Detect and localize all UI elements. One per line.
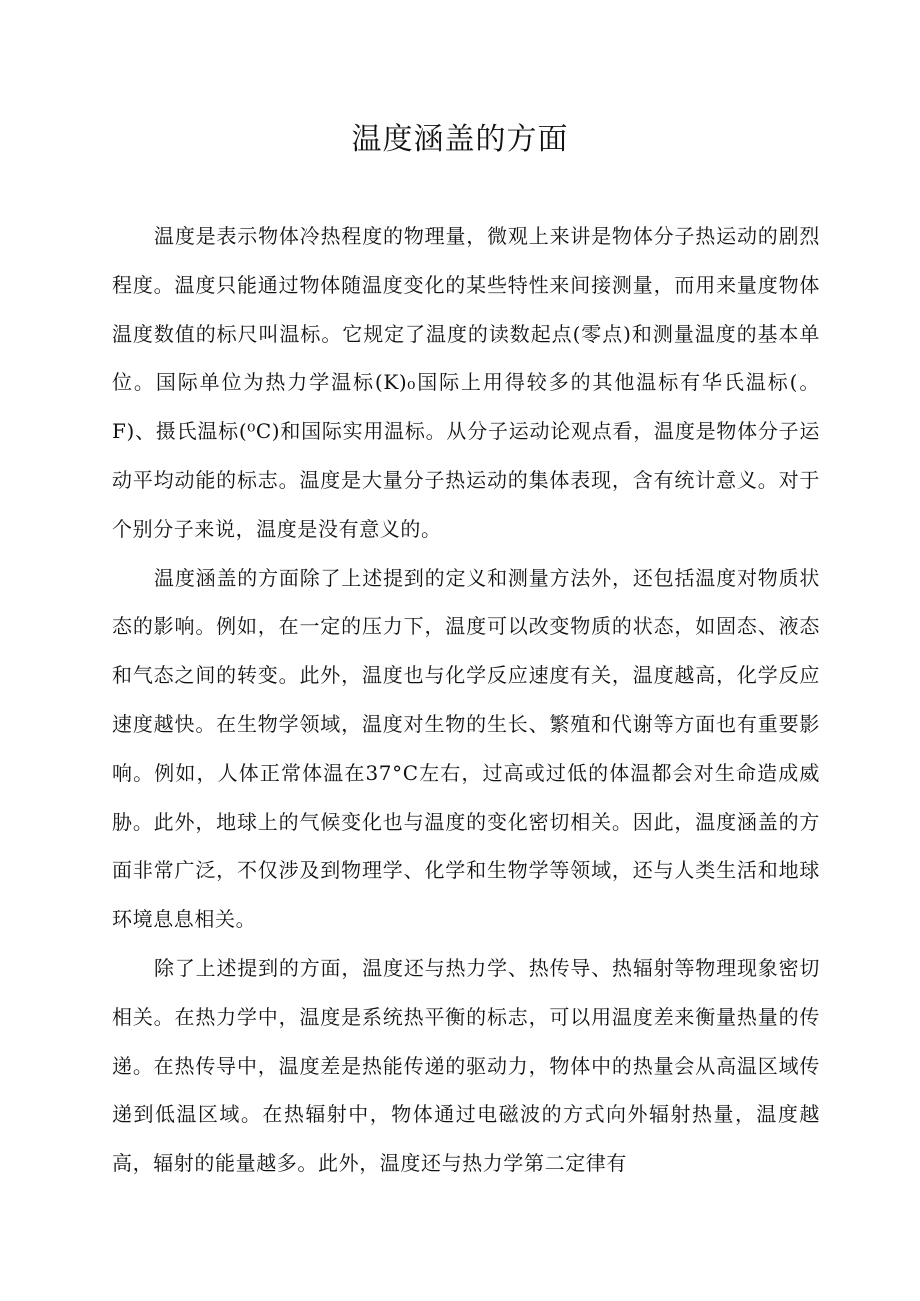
paragraph-2: 温度涵盖的方面除了上述提到的定义和测量方法外，还包括温度对物质状态的影响。例如，在一定的压力下，温度可以改变物质的状态，如固态、液态和气态之间的转变。此外，温度也与化学反应速度有关，温度越高，化学反应速度越快。在生物学领域，温度对生物的生长、繁殖和代谢等方面也有重要影响。例如，人体正常体温在37°C左右，过高或过低的体温都会对生命造成威胁。此外，地球上的气候变化也与温度的变化密切相关。因此，温度涵盖的方面非常广泛，不仅涉及到物理学、化学和生物学等领域，还与人类生活和地球环境息息相关。 — [112, 565, 820, 932]
paragraph-1: 温度是表示物体冷热程度的物理量，微观上来讲是物体分子热运动的剧烈程度。温度只能通过物体随温度变化的某些特性来间接测量，而用来量度物体温度数值的标尺叫温标。它规定了温度的读数起点(零点)和测量温度的基本单位。国际单位为热力学温标(K)₀国际上用得较多的其他温标有华氏温标(。F)、摄氏温标(⁰C)和国际实用温标。从分子运动论观点看，温度是物体分子运动平均动能的标志。温度是大量分子热运动的集体表现，含有统计意义。对于个别分子来说，温度是没有意义的。 — [112, 224, 820, 541]
paragraph-3: 除了上述提到的方面，温度还与热力学、热传导、热辐射等物理现象密切相关。在热力学中，温度是系统热平衡的标志，可以用温度差来衡量热量的传递。在热传导中，温度差是热能传递的驱动力，物体中的热量会从高温区域传递到低温区域。在热辐射中，物体通过电磁波的方式向外辐射热量，温度越高，辐射的能量越多。此外，温度还与热力学第二定律有 — [112, 955, 820, 1176]
document-title: 温度涵盖的方面 — [351, 122, 569, 157]
document-body — [112, 212, 820, 1188]
